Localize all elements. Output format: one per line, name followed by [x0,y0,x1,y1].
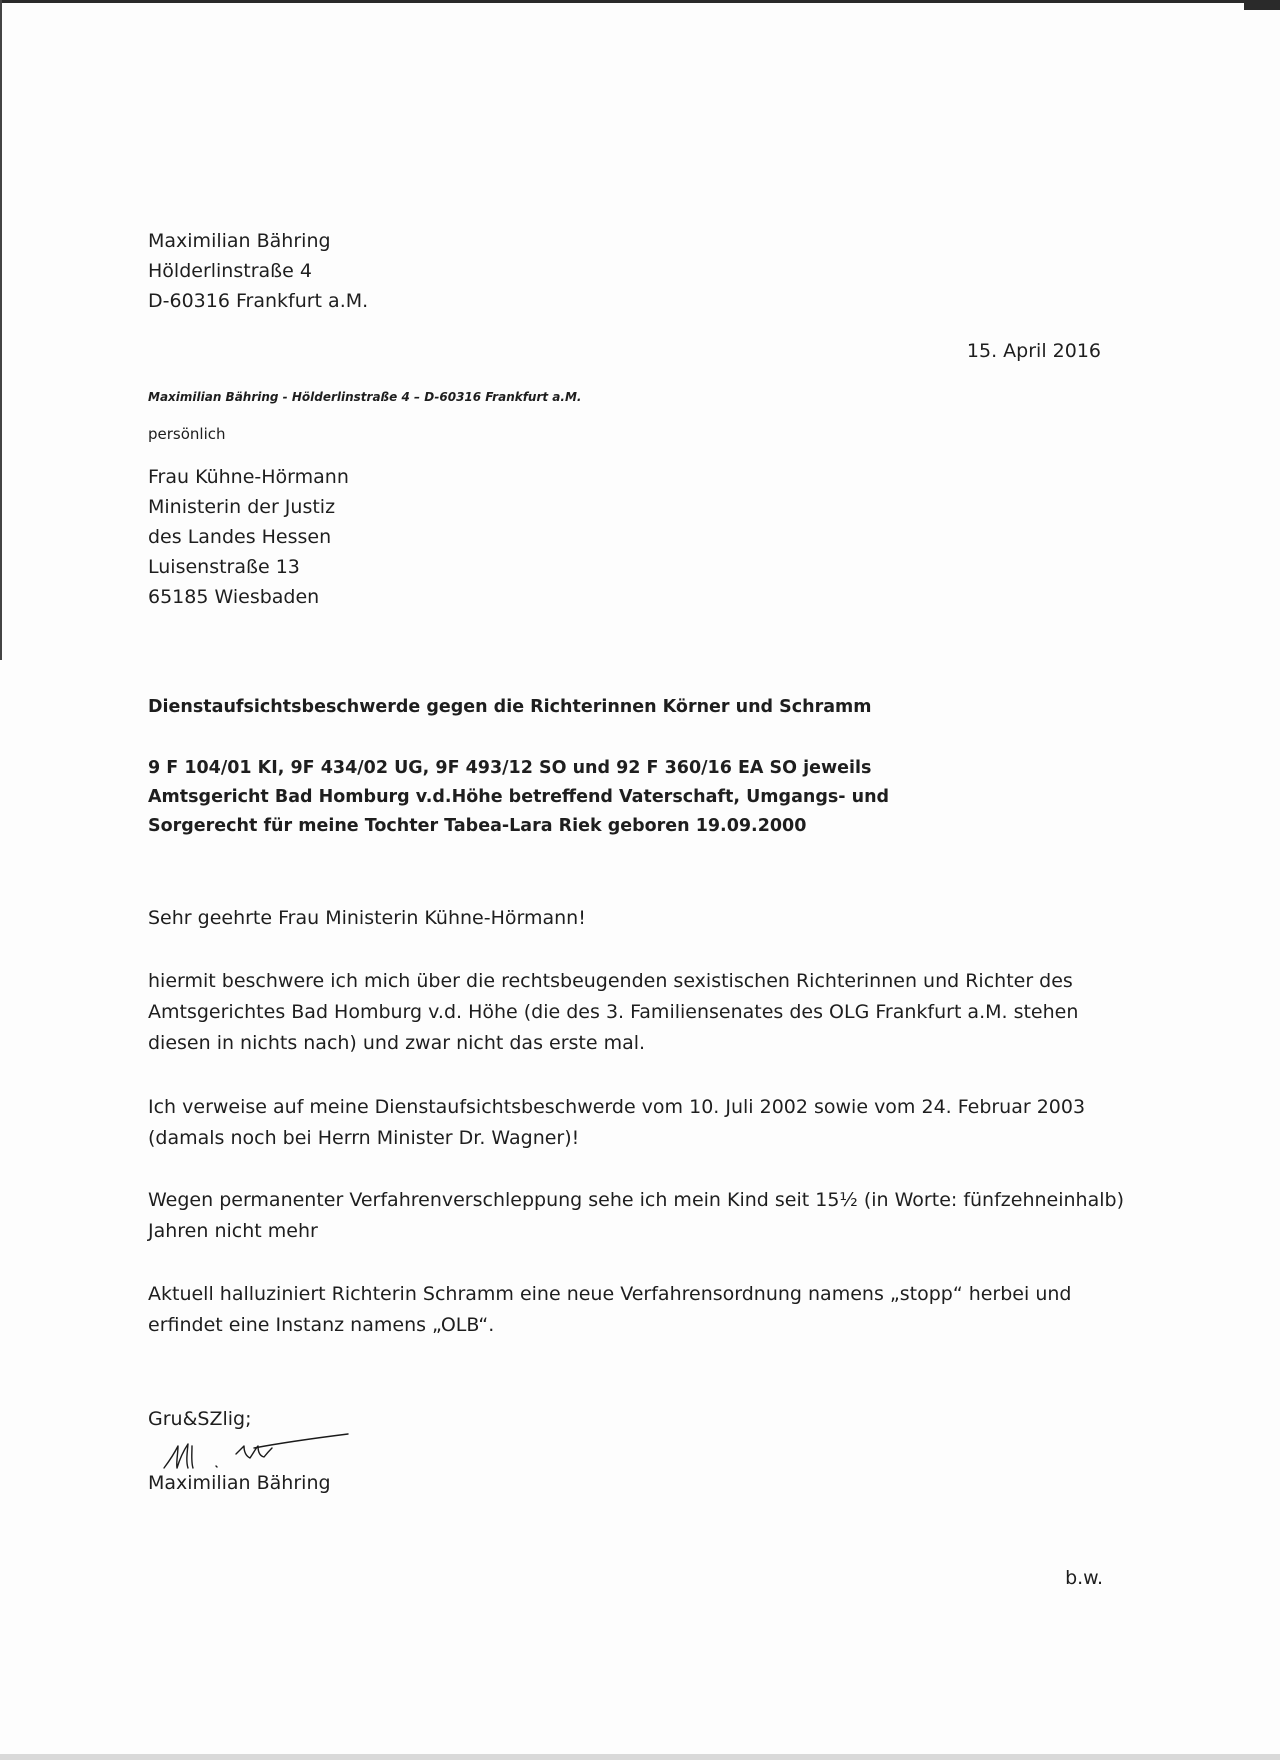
body-paragraph-current [148,1279,1071,1341]
page-turn-note: b.w. [1065,1567,1103,1589]
scan-edge-top [0,0,1280,3]
return-address-line: Maximilian Bähring - Hölderlinstraße 4 – D-60316 Frankfurt a.M. [148,390,582,404]
body-paragraph-delay [148,1185,1124,1247]
reference-line: 9 F 104/01 KI, 9F 434/02 UG, 9F 493/12 SO und 92 F 360/16 EA SO jeweils [148,758,872,778]
body-line: erfindet eine Instanz namens „OLB“. [148,1314,495,1336]
scan-edge-top-right [1244,3,1280,10]
body-line: Amtsgerichtes Bad Homburg v.d. Höhe (die des 3. Familiensenates des OLG Frankfurt a.M. stehen [148,1001,1079,1023]
body-line: Wegen permanenter Verfahrenverschleppung sehe ich mein Kind seit 15½ (in Worte: fünfzehneinhalb) [148,1189,1124,1211]
recipient-address-block [148,462,349,612]
scan-edge-left [0,0,2,660]
salutation: Sehr geehrte Frau Ministerin Kühne-Hörmann! [148,907,586,929]
body-line: Aktuell halluziniert Richterin Schramm eine neue Verfahrensordnung namens „stopp“ herbei und [148,1283,1072,1305]
recipient-street: Luisenstraße 13 [148,556,300,578]
body-line: Ich verweise auf meine Dienstaufsichtsbeschwerde vom 10. Juli 2002 sowie vom 24. Februar 2003 [148,1096,1086,1118]
recipient-state: des Landes Hessen [148,526,332,548]
letter-date: 15. April 2016 [966,340,1101,362]
reference-line: Amtsgericht Bad Homburg v.d.Höhe betreffend Vaterschaft, Umgangs- und [148,787,890,807]
recipient-name: Frau Kühne-Hörmann [148,466,349,488]
body-paragraph-complaint [148,966,1078,1059]
sender-name: Maximilian Bähring [148,230,331,252]
letter-subject: Dienstaufsichtsbeschwerde gegen die Richterinnen Körner und Schramm [148,697,872,717]
scan-edge-bottom [0,1754,1280,1760]
case-reference-block [148,754,889,841]
sender-city: D-60316 Frankfurt a.M. [148,290,369,312]
handwritten-signature [156,1424,356,1476]
sender-address-block [148,226,368,316]
recipient-title: Ministerin der Justiz [148,496,336,518]
closing-greeting: Gru&SZlig; [148,1408,252,1430]
body-line: diesen in nichts nach) und zwar nicht das erste mal. [148,1032,646,1054]
sender-street: Hölderlinstraße 4 [148,260,312,282]
body-line: Jahren nicht mehr [148,1220,318,1242]
body-line: hiermit beschwere ich mich über die rechtsbeugenden sexistischen Richterinnen und Richter des [148,970,1073,992]
personal-note: persönlich [148,425,226,443]
signer-name: Maximilian Bähring [148,1472,331,1494]
body-paragraph-previous-complaints [148,1092,1085,1154]
body-line: (damals noch bei Herrn Minister Dr. Wagner)! [148,1127,580,1149]
reference-line: Sorgerecht für meine Tochter Tabea-Lara Riek geboren 19.09.2000 [148,816,807,836]
recipient-city: 65185 Wiesbaden [148,586,320,608]
